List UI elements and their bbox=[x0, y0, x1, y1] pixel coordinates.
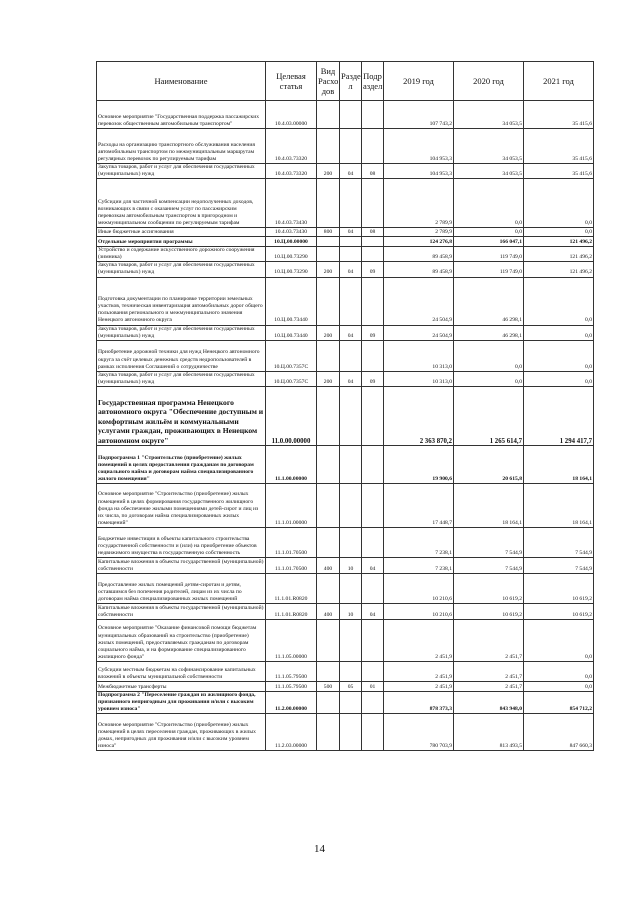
row-subsection bbox=[362, 573, 384, 603]
row-name: Бюджетные инвестиции в объекты капитального строительства государственной собственности и (или) на приобретение объектов недвижимого имущества в государственную собственность bbox=[97, 527, 266, 557]
table-row bbox=[97, 340, 594, 371]
row-name: Приобретение дорожной техники для нужд Ненецкого автономного округа за счёт целевых денежных средств недропользователей в рамках исполнения Соглашений о сотрудничестве bbox=[97, 340, 266, 371]
row-value-2020: 20 615,8 bbox=[454, 445, 524, 483]
table-row bbox=[97, 714, 594, 751]
row-expense-type: 800 bbox=[317, 228, 340, 237]
row-value-2020: 7 544,9 bbox=[454, 557, 524, 573]
row-name: Субсидии местным бюджетам на софинансирование капитальных вложений в объекты муниципальной собственности bbox=[97, 661, 266, 681]
row-value-2021: 18 164,1 bbox=[524, 483, 594, 527]
row-expense-type: 200 bbox=[317, 371, 340, 386]
row-name: Капитальные вложения в объекты государственной (муниципальной) собственности bbox=[97, 603, 266, 619]
row-value-2021: 121 496,2 bbox=[524, 247, 594, 262]
row-subsection bbox=[362, 386, 384, 445]
row-section bbox=[340, 445, 362, 483]
row-value-2021: 0,0 bbox=[524, 179, 594, 228]
table-row bbox=[97, 228, 594, 237]
row-name: Государственная программа Ненецкого автономного округа "Обеспечение доступным и комфортным жильём и коммунальными услугами граждан, проживающих в Ненецком автономном округе" bbox=[97, 386, 266, 445]
row-name: Основное мероприятие "Оказание финансовой помощи бюджетам муниципальных образований на строительство (приобретение) жилых помещений, предоставляемых гражданам по договорам социального найма, и на формирование специализированного жилищного фонда" bbox=[97, 619, 266, 661]
row-section: 10 bbox=[340, 557, 362, 573]
table-row bbox=[97, 164, 594, 179]
row-subsection bbox=[362, 247, 384, 262]
row-name: Межбюджетные трансферты bbox=[97, 681, 266, 691]
row-value-2019: 2 451,9 bbox=[384, 681, 454, 691]
row-subsection bbox=[362, 483, 384, 527]
row-value-2021: 35 415,6 bbox=[524, 164, 594, 179]
row-value-2020: 166 047,1 bbox=[454, 237, 524, 247]
row-value-2021: 10 619,2 bbox=[524, 603, 594, 619]
row-value-2020: 2 451,7 bbox=[454, 681, 524, 691]
row-value-2019: 2 451,9 bbox=[384, 661, 454, 681]
table-row bbox=[97, 325, 594, 340]
table-row bbox=[97, 129, 594, 164]
row-target-article: 10.Ц.00.73290 bbox=[266, 247, 317, 262]
row-value-2021: 0,0 bbox=[524, 681, 594, 691]
row-value-2019: 24 504,9 bbox=[384, 325, 454, 340]
row-section bbox=[340, 714, 362, 751]
table-row bbox=[97, 681, 594, 691]
row-target-article: 10.4.03.73320 bbox=[266, 164, 317, 179]
row-subsection bbox=[362, 277, 384, 325]
row-expense-type bbox=[317, 179, 340, 228]
row-target-article: 11.1.01.00000 bbox=[266, 483, 317, 527]
row-value-2019: 24 504,9 bbox=[384, 277, 454, 325]
row-value-2019: 2 789,9 bbox=[384, 179, 454, 228]
row-name: Иные бюджетные ассигнования bbox=[97, 228, 266, 237]
row-value-2020: 0,0 bbox=[454, 340, 524, 371]
row-expense-type bbox=[317, 386, 340, 445]
row-name: Предоставление жилых помещений детям-сиротам и детям, оставшимся без попечения родителей, лицам из их числа по договорам найма специализированных жилых помещений bbox=[97, 573, 266, 603]
row-expense-type bbox=[317, 340, 340, 371]
row-value-2021: 35 415,6 bbox=[524, 129, 594, 164]
row-value-2020: 34 053,5 bbox=[454, 101, 524, 129]
row-value-2019: 2 451,9 bbox=[384, 619, 454, 661]
row-subsection bbox=[362, 179, 384, 228]
row-value-2019: 104 953,3 bbox=[384, 129, 454, 164]
row-name: Основное мероприятие "Государственная поддержка пассажирских перевозок общественным автомобильным транспортом" bbox=[97, 101, 266, 129]
row-subsection: 09 bbox=[362, 325, 384, 340]
table-row bbox=[97, 262, 594, 277]
table-row bbox=[97, 277, 594, 325]
row-target-article: 11.1.01.R0820 bbox=[266, 603, 317, 619]
table-row bbox=[97, 619, 594, 661]
row-subsection bbox=[362, 129, 384, 164]
table-row bbox=[97, 371, 594, 386]
table-row bbox=[97, 603, 594, 619]
row-value-2020: 2 451,7 bbox=[454, 661, 524, 681]
row-subsection: 09 bbox=[362, 371, 384, 386]
row-subsection: 04 bbox=[362, 557, 384, 573]
row-value-2020: 10 619,2 bbox=[454, 573, 524, 603]
row-value-2019: 17 448,7 bbox=[384, 483, 454, 527]
row-expense-type bbox=[317, 483, 340, 527]
row-target-article: 10.Ц.00.00000 bbox=[266, 237, 317, 247]
row-subsection: 09 bbox=[362, 262, 384, 277]
row-subsection bbox=[362, 661, 384, 681]
row-name: Подпрограмма 2 "Переселение граждан из жилищного фонда, признанного непригодным для проживания и/или с высоким уровнем износа" bbox=[97, 691, 266, 713]
row-value-2019: 89 458,9 bbox=[384, 262, 454, 277]
row-value-2019: 780 703,9 bbox=[384, 714, 454, 751]
header-expense-type: Вид Расхо дов bbox=[317, 62, 340, 101]
table-row bbox=[97, 557, 594, 573]
row-name: Закупка товаров, работ и услуг для обеспечения государственных (муниципальных) нужд bbox=[97, 164, 266, 179]
row-section: 04 bbox=[340, 325, 362, 340]
row-target-article: 11.1.01.R0820 bbox=[266, 573, 317, 603]
row-target-article: 10.4.03.00000 bbox=[266, 101, 317, 129]
row-target-article: 10.Ц.00.73290 bbox=[266, 262, 317, 277]
row-value-2019: 124 276,8 bbox=[384, 237, 454, 247]
row-name: Закупка товаров, работ и услуг для обеспечения государственных (муниципальных) нужд bbox=[97, 262, 266, 277]
table-row bbox=[97, 386, 594, 445]
row-name: Закупка товаров, работ и услуг для обеспечения государственных (муниципальных) нужд bbox=[97, 325, 266, 340]
row-target-article: 10.Ц.00.7357С bbox=[266, 340, 317, 371]
row-value-2019: 104 953,3 bbox=[384, 164, 454, 179]
row-value-2020: 2 451,7 bbox=[454, 619, 524, 661]
row-section bbox=[340, 661, 362, 681]
row-value-2021: 18 164,1 bbox=[524, 445, 594, 483]
row-name: Субсидии для частичной компенсации недополученных доходов, возникающих в связи с оказанием услуг по пассажирским перевозкам автомобильным транспортом в пригородном и межмуниципальном сообщении по регулируемым тарифам bbox=[97, 179, 266, 228]
row-value-2020: 34 053,5 bbox=[454, 129, 524, 164]
row-value-2020: 1 265 614,7 bbox=[454, 386, 524, 445]
row-target-article: 11.1.01.70500 bbox=[266, 527, 317, 557]
row-name: Подготовка документации по планировке территории земельных участков, техническая инвентаризация автомобильных дорог общего пользования регионального и межмуниципального значения Ненецкого автономного округа bbox=[97, 277, 266, 325]
row-value-2020: 18 164,1 bbox=[454, 483, 524, 527]
row-section bbox=[340, 277, 362, 325]
row-value-2021: 0,0 bbox=[524, 661, 594, 681]
header-subsection: Подр аздел bbox=[362, 62, 384, 101]
row-value-2019: 19 900,6 bbox=[384, 445, 454, 483]
row-expense-type: 400 bbox=[317, 603, 340, 619]
row-value-2019: 878 373,3 bbox=[384, 691, 454, 713]
row-name: Устройство и содержание искусственного дорожного сооружения (зимника) bbox=[97, 247, 266, 262]
row-subsection bbox=[362, 691, 384, 713]
header-2019: 2019 год bbox=[384, 62, 454, 101]
row-expense-type bbox=[317, 527, 340, 557]
row-name: Основное мероприятие "Строительство (приобретение) жилых помещений в целях переселения граждан, проживающих в жилых домах, непригодных для проживания и/или с высоким уровнем износа" bbox=[97, 714, 266, 751]
row-value-2021: 7 544,9 bbox=[524, 557, 594, 573]
row-expense-type bbox=[317, 277, 340, 325]
row-expense-type: 200 bbox=[317, 262, 340, 277]
row-value-2021: 0,0 bbox=[524, 371, 594, 386]
row-subsection bbox=[362, 714, 384, 751]
row-expense-type bbox=[317, 573, 340, 603]
row-target-article: 11.1.05.79500 bbox=[266, 661, 317, 681]
row-expense-type bbox=[317, 237, 340, 247]
row-value-2021: 10 619,2 bbox=[524, 573, 594, 603]
row-target-article: 11.0.00.00000 bbox=[266, 386, 317, 445]
row-value-2021: 7 544,9 bbox=[524, 527, 594, 557]
table-body bbox=[97, 101, 594, 751]
row-value-2020: 119 749,0 bbox=[454, 247, 524, 262]
row-expense-type bbox=[317, 247, 340, 262]
row-value-2020: 46 298,1 bbox=[454, 277, 524, 325]
row-value-2020: 0,0 bbox=[454, 228, 524, 237]
row-section bbox=[340, 247, 362, 262]
row-target-article: 10.Ц.00.73440 bbox=[266, 325, 317, 340]
row-name: Отдельные мероприятия программы bbox=[97, 237, 266, 247]
row-target-article: 11.2.03.00000 bbox=[266, 714, 317, 751]
row-value-2021: 0,0 bbox=[524, 228, 594, 237]
header-2021: 2021 год bbox=[524, 62, 594, 101]
row-target-article: 11.1.01.70500 bbox=[266, 557, 317, 573]
table-row bbox=[97, 179, 594, 228]
row-value-2020: 7 544,9 bbox=[454, 527, 524, 557]
row-target-article: 11.1.00.00000 bbox=[266, 445, 317, 483]
table-row bbox=[97, 247, 594, 262]
row-subsection: 08 bbox=[362, 164, 384, 179]
row-name: Капитальные вложения в объекты государственной (муниципальной) собственности bbox=[97, 557, 266, 573]
row-section: 04 bbox=[340, 164, 362, 179]
row-target-article: 10.Ц.00.7357С bbox=[266, 371, 317, 386]
header-target-article: Целевая статья bbox=[266, 62, 317, 101]
row-section bbox=[340, 237, 362, 247]
row-target-article: 11.1.05.79500 bbox=[266, 681, 317, 691]
row-value-2020: 46 298,1 bbox=[454, 325, 524, 340]
row-value-2020: 0,0 bbox=[454, 371, 524, 386]
row-value-2019: 7 238,1 bbox=[384, 527, 454, 557]
row-section bbox=[340, 691, 362, 713]
row-section bbox=[340, 101, 362, 129]
row-section bbox=[340, 129, 362, 164]
row-target-article: 10.4.03.73320 bbox=[266, 129, 317, 164]
row-expense-type bbox=[317, 714, 340, 751]
row-value-2021: 121 496,2 bbox=[524, 237, 594, 247]
row-subsection bbox=[362, 527, 384, 557]
row-section bbox=[340, 527, 362, 557]
row-value-2020: 843 948,0 bbox=[454, 691, 524, 713]
row-name: Закупка товаров, работ и услуг для обеспечения государственных (муниципальных) нужд bbox=[97, 371, 266, 386]
row-value-2021: 0,0 bbox=[524, 619, 594, 661]
row-expense-type: 200 bbox=[317, 325, 340, 340]
row-subsection bbox=[362, 445, 384, 483]
row-value-2020: 813 493,5 bbox=[454, 714, 524, 751]
row-expense-type bbox=[317, 129, 340, 164]
row-value-2021: 35 415,6 bbox=[524, 101, 594, 129]
row-expense-type bbox=[317, 445, 340, 483]
row-value-2021: 854 712,2 bbox=[524, 691, 594, 713]
row-value-2020: 10 619,2 bbox=[454, 603, 524, 619]
row-target-article: 11.2.00.00000 bbox=[266, 691, 317, 713]
row-value-2019: 10 313,0 bbox=[384, 340, 454, 371]
table-row bbox=[97, 445, 594, 483]
table-row bbox=[97, 691, 594, 713]
row-section: 10 bbox=[340, 603, 362, 619]
row-section bbox=[340, 619, 362, 661]
row-expense-type: 200 bbox=[317, 164, 340, 179]
row-value-2020: 119 749,0 bbox=[454, 262, 524, 277]
row-value-2021: 0,0 bbox=[524, 277, 594, 325]
row-section bbox=[340, 179, 362, 228]
row-target-article: 11.1.05.00000 bbox=[266, 619, 317, 661]
budget-table bbox=[96, 61, 594, 751]
row-expense-type bbox=[317, 691, 340, 713]
header-name: Наименование bbox=[97, 62, 266, 101]
row-value-2019: 10 210,6 bbox=[384, 603, 454, 619]
row-expense-type: 400 bbox=[317, 557, 340, 573]
row-value-2021: 121 496,2 bbox=[524, 262, 594, 277]
row-section bbox=[340, 386, 362, 445]
row-subsection: 01 bbox=[362, 681, 384, 691]
row-name: Основное мероприятие "Строительство (приобретение) жилых помещений в целях формирования государственного жилищного фонда на обеспечение жилыми помещениями детей-сирот и лиц из их числа, по договорам найма специализированных жилых помещений" bbox=[97, 483, 266, 527]
row-expense-type bbox=[317, 101, 340, 129]
row-target-article: 10.Ц.00.73440 bbox=[266, 277, 317, 325]
row-expense-type bbox=[317, 661, 340, 681]
row-subsection bbox=[362, 101, 384, 129]
row-section: 04 bbox=[340, 228, 362, 237]
row-section bbox=[340, 340, 362, 371]
row-expense-type bbox=[317, 619, 340, 661]
row-value-2019: 2 363 870,2 bbox=[384, 386, 454, 445]
row-name: Расходы на организацию транспортного обслуживания населения автомобильным транспортом по межмуниципальным маршрутам регулярных перевозок по регулируемым тарифам bbox=[97, 129, 266, 164]
row-value-2021: 1 294 417,7 bbox=[524, 386, 594, 445]
table-row bbox=[97, 101, 594, 129]
row-value-2019: 89 458,9 bbox=[384, 247, 454, 262]
row-value-2020: 34 053,5 bbox=[454, 164, 524, 179]
row-value-2019: 7 238,1 bbox=[384, 557, 454, 573]
table-row bbox=[97, 661, 594, 681]
table-row bbox=[97, 573, 594, 603]
row-value-2021: 0,0 bbox=[524, 325, 594, 340]
row-value-2021: 847 660,3 bbox=[524, 714, 594, 751]
row-value-2019: 107 743,2 bbox=[384, 101, 454, 129]
row-target-article: 10.4.03.73430 bbox=[266, 228, 317, 237]
row-section: 05 bbox=[340, 681, 362, 691]
header-section: Разде л bbox=[340, 62, 362, 101]
row-value-2019: 2 789,9 bbox=[384, 228, 454, 237]
row-target-article: 10.4.03.73430 bbox=[266, 179, 317, 228]
row-subsection bbox=[362, 340, 384, 371]
table-header-row bbox=[97, 62, 594, 101]
table-row bbox=[97, 483, 594, 527]
table-row bbox=[97, 527, 594, 557]
row-section: 04 bbox=[340, 371, 362, 386]
row-value-2019: 10 210,6 bbox=[384, 573, 454, 603]
row-section: 04 bbox=[340, 262, 362, 277]
row-value-2021: 0,0 bbox=[524, 340, 594, 371]
row-subsection: 08 bbox=[362, 228, 384, 237]
row-expense-type: 500 bbox=[317, 681, 340, 691]
row-value-2020: 0,0 bbox=[454, 179, 524, 228]
row-value-2019: 10 313,0 bbox=[384, 371, 454, 386]
header-2020: 2020 год bbox=[454, 62, 524, 101]
row-subsection bbox=[362, 619, 384, 661]
row-subsection: 04 bbox=[362, 603, 384, 619]
row-section bbox=[340, 483, 362, 527]
table-row bbox=[97, 237, 594, 247]
row-subsection bbox=[362, 237, 384, 247]
page-number: 14 bbox=[314, 843, 325, 855]
row-name: Подпрограмма 1 "Строительство (приобретение) жилых помещений в целях предоставления гражданам по договорам социального найма и договорам найма специализированного жилого помещения" bbox=[97, 445, 266, 483]
row-section bbox=[340, 573, 362, 603]
